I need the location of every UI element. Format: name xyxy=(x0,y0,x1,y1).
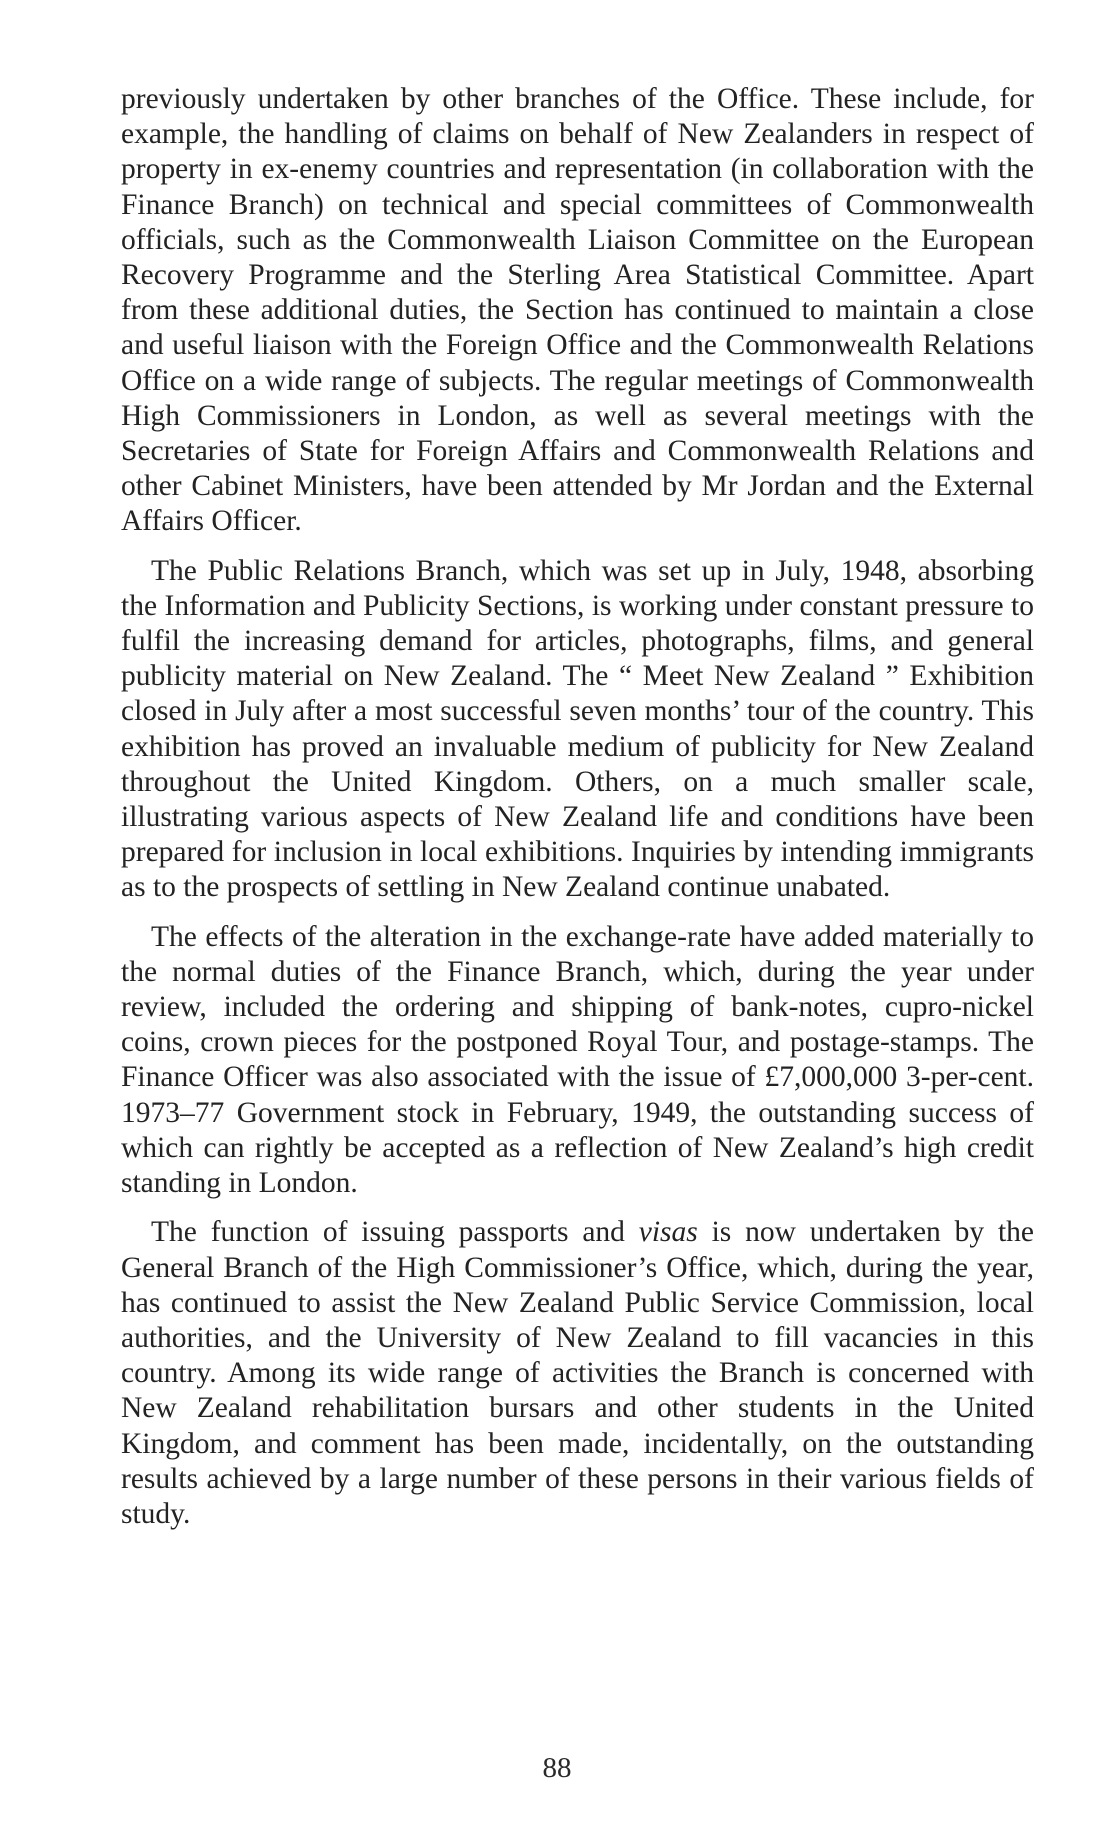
paragraph-4-text-after: is now undertaken by the General Branch of the High Commissioner’s Office, which, during the year, has continued to assist the New Zealand Public Service Commission, local authorities, and the University of New Zealand to fill vacancies in this country. Among its wide range of activities the Branch is concerned with New Zealand rehabilitation bursars and other students in the United Kingdom, and comment has been made, incidentally, on the outstanding results achieved by a large number of these persons in their various fields of study. xyxy=(121,1216,1034,1530)
body-text xyxy=(121,82,1034,1532)
page-number: 88 xyxy=(542,1752,572,1784)
paragraph-3: The effects of the alteration in the exchange-rate have added materially to the normal duties of the Finance Branch, which, during the year under review, included the ordering and shipping of bank-notes, cupro-nickel coins, crown pieces for the postponed Royal Tour, and postage-stamps. The Finance Officer was also associated with the issue of £7,000,000 3-per-cent. 1973–77 Government stock in February, 1949, the outstanding success of which can rightly be accepted as a reflection of New Zealand’s high credit standing in London. xyxy=(121,920,1034,1200)
paragraph-2: The Public Relations Branch, which was set up in July, 1948, absorbing the Information and Publicity Sections, is working under constant pressure to fulfil the increasing demand for articles, photographs, films, and general publicity material on New Zealand. The “ Meet New Zealand ” Exhibition closed in July after a most successful seven months’ tour of the country. This exhibition has proved an invaluable medium of publicity for New Zealand throughout the United Kingdom. Others, on a much smaller scale, illustrating various aspects of New Zealand life and conditions have been prepared for inclusion in local exhibitions. Inquiries by intending immigrants as to the prospects of settling in New Zealand continue unabated. xyxy=(121,554,1034,904)
paragraph-1: previously undertaken by other branches of the Office. These include, for example, the handling of claims on behalf of New Zealanders in respect of property in ex-enemy countries and representation (in collaboration with the Finance Branch) on technical and special committees of Commonwealth officials, such as the Commonwealth Liaison Committee on the European Recovery Programme and the Sterling Area Statistical Committee. Apart from these additional duties, the Section has continued to maintain a close and useful liaison with the Foreign Office and the Commonwealth Relations Office on a wide range of subjects. The regular meetings of Commonwealth High Commissioners in London, as well as several meetings with the Secretaries of State for Foreign Affairs and Commonwealth Relations and other Cabinet Ministers, have been attended by Mr Jordan and the External Affairs Officer. xyxy=(121,83,1034,538)
paragraph-4-italic-word: visas xyxy=(638,1216,698,1249)
paragraph-4-text-before: The function of issuing passports and xyxy=(151,1216,639,1249)
paragraph-4 xyxy=(121,1215,1034,1532)
